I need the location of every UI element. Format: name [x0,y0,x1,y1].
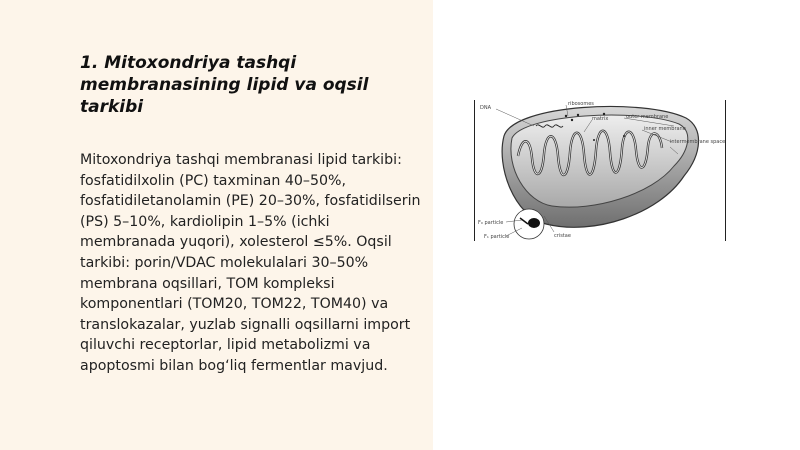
label-inner-membrane: inner membrane [644,126,686,132]
slide-title: 1. Mitoxondriya tashqi membranasining lipid va oqsil tarkibi [80,53,369,117]
slide-body-text: Mitoxondriya tashqi membranasi lipid tarkibi: fosfatidilxolin (PC) taxminan 40–50%, fosfatidiletanolamin (PE) 20–30%, fosfatidilserin (PS) 5–10%, kardiolipin 1–5% (ichki membranada yuqori), xolesterol ≤5%. Oqsil tarkibi: porin/VDAC molekulalari 30–50% membrana oqsillari, TOM kompleksi komponentlari (TOM20, TOM22, TOM40) va translokazalar, yuzlab signalli oqsillarni import qiluvchi receptorlar, lipid metabolizmi va apoptosmi bilan bog‘liq fermentlar mavjud. [80,152,421,374]
label-matrix: matrix [592,116,609,122]
label-intermembrane-space: intermembrane space [670,139,726,145]
label-ribosomes: ribosomes [568,101,594,107]
label-f1-particle: F₁ particle [484,234,510,240]
label-outer-membrane: outer membrane [626,114,669,120]
mitochondrion-diagram [474,96,726,243]
label-dna: DNA [480,105,492,111]
label-cristae: cristae [554,233,571,239]
label-f0-particle: F₀ particle [478,220,504,226]
mitochondrion-illustration [474,96,726,243]
